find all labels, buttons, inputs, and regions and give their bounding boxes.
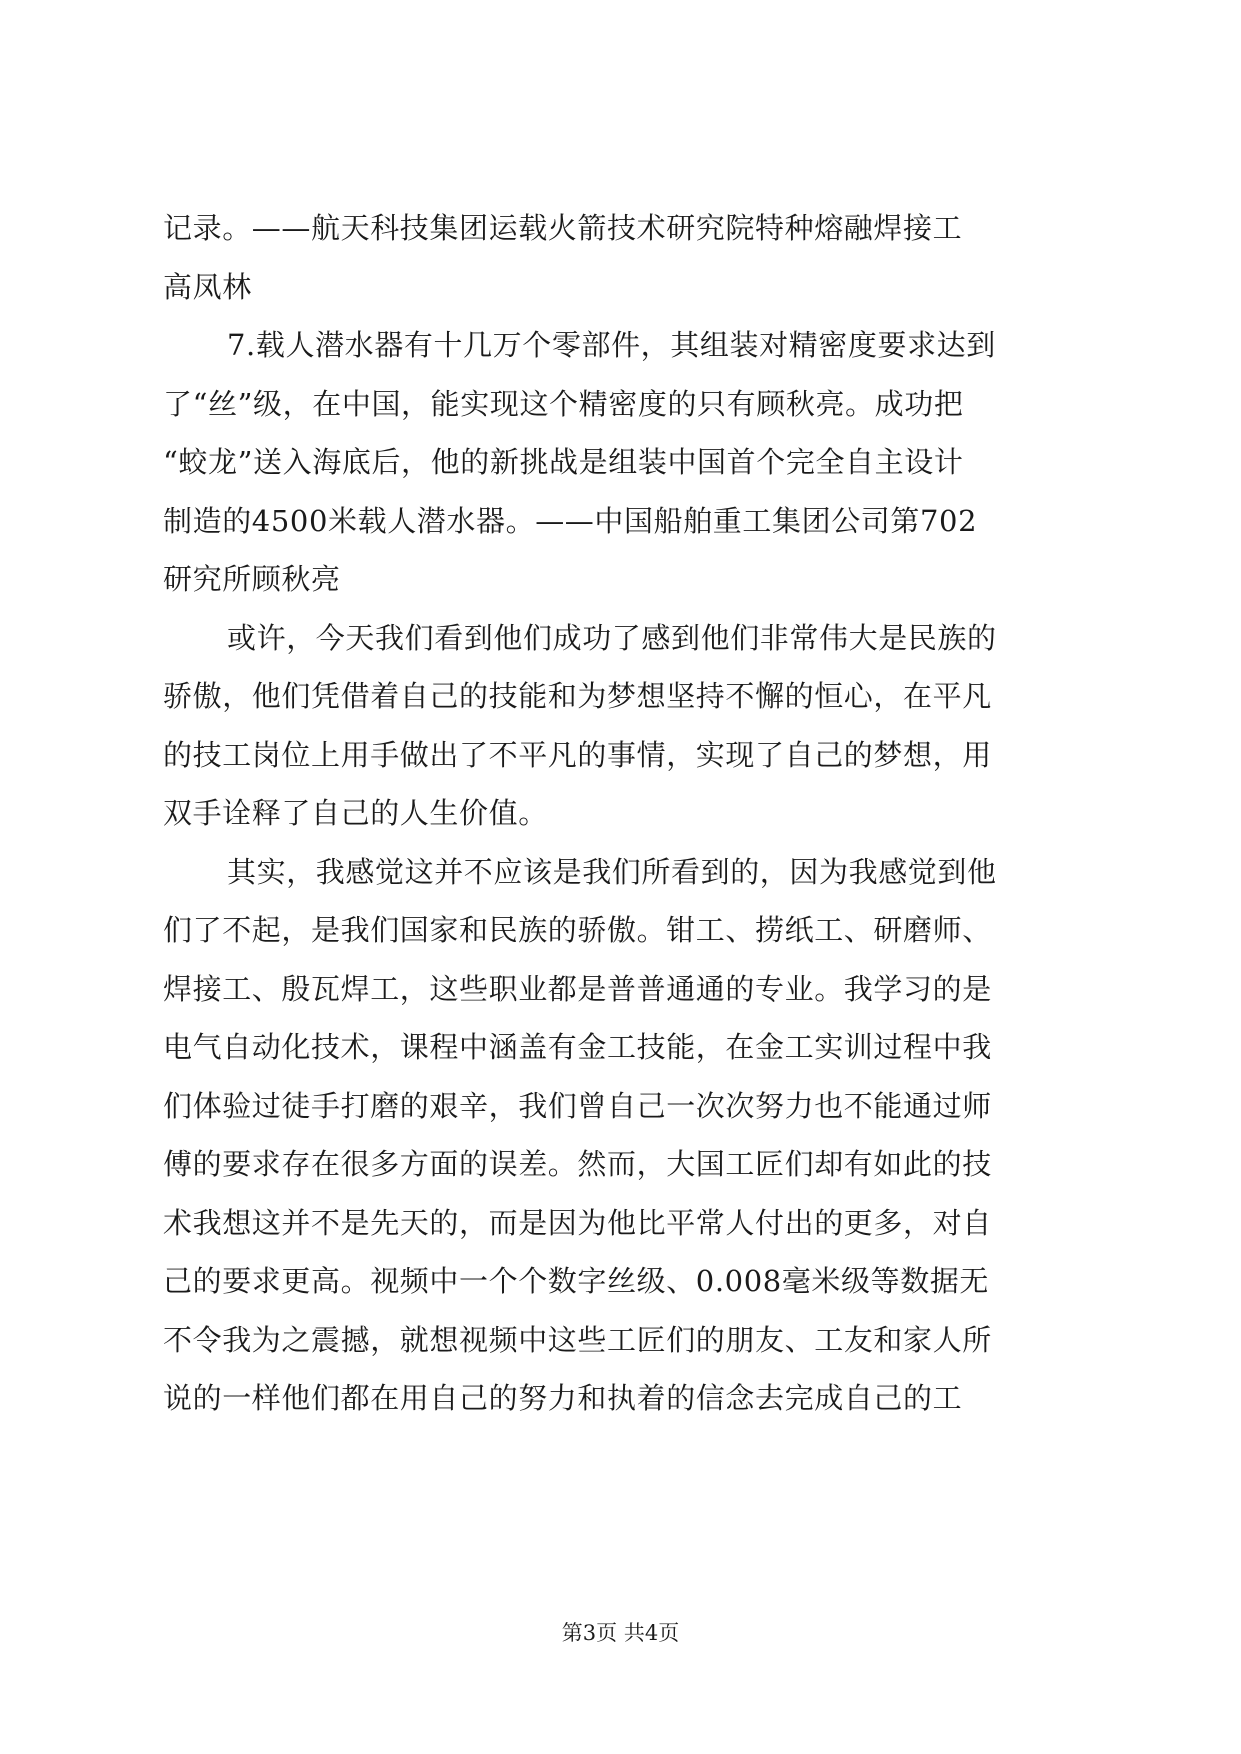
text-line: 研究所顾秋亮	[163, 562, 341, 596]
text-line: 高凤林	[163, 269, 252, 304]
text-line: 了“丝”级，在中国，能实现这个精密度的只有顾秋亮。成功把	[163, 386, 964, 421]
text-line: 7.载人潜水器有十几万个零部件，其组装对精密度要求达到	[227, 328, 996, 362]
text-line: 不令我为之震撼，就想视频中这些工匠们的朋友、工友和家人所	[163, 1322, 992, 1357]
text-line: 焊接工、殷瓦焊工，这些职业都是普普通通的专业。我学习的是	[163, 971, 992, 1006]
page-number-footer: 第3页 共4页	[561, 1621, 680, 1645]
text-line: 说的一样他们都在用自己的努力和执着的信念去完成自己的工	[163, 1381, 963, 1415]
text-line: “蛟龙”送入海底后，他的新挑战是组装中国首个完全自主设计	[163, 445, 964, 479]
text-line: 电气自动化技术，课程中涵盖有金工技能，在金工实训过程中我	[163, 1030, 992, 1064]
text-line: 双手诠释了自己的人生价值。	[163, 796, 548, 830]
text-line: 己的要求更高。视频中一个个数字丝级、0.008毫米级等数据无	[163, 1264, 990, 1298]
text-line: 傅的要求存在很多方面的误差。然而，大国工匠们却有如此的技	[163, 1147, 992, 1181]
document-body	[163, 199, 1083, 1428]
text-line: 其实，我感觉这并不应该是我们所看到的，因为我感觉到他	[227, 854, 997, 889]
text-line: 骄傲，他们凭借着自己的技能和为梦想坚持不懈的恒心，在平凡	[163, 679, 992, 713]
text-line: 记录。——航天科技集团运载火箭技术研究院特种熔融焊接工	[163, 211, 963, 245]
text-line: 或许，今天我们看到他们成功了感到他们非常伟大是民族的	[227, 620, 997, 655]
text-line: 们了不起，是我们国家和民族的骄傲。钳工、捞纸工、研磨师、	[163, 913, 992, 947]
text-line: 术我想这并不是先天的，而是因为他比平常人付出的更多，对自	[163, 1205, 992, 1240]
text-line: 们体验过徒手打磨的艰辛，我们曾自己一次次努力也不能通过师	[163, 1088, 992, 1123]
text-line: 的技工岗位上用手做出了不平凡的事情，实现了自己的梦想，用	[163, 737, 992, 772]
text-line: 制造的4500米载人潜水器。——中国船舶重工集团公司第702	[163, 503, 978, 538]
